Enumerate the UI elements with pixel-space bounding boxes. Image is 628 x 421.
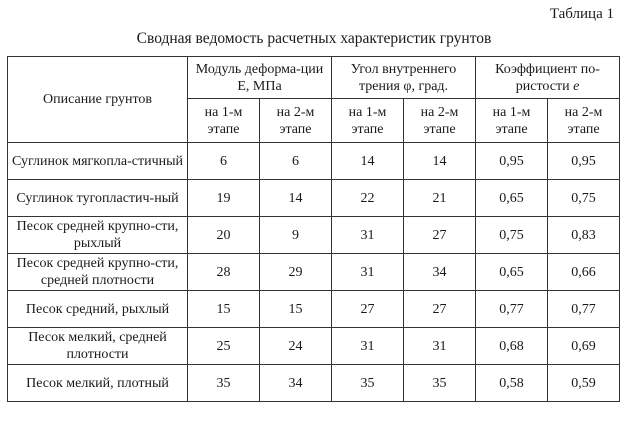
modulus-stage1: 35 xyxy=(188,365,260,402)
modulus-stage2: 24 xyxy=(260,328,332,365)
header-angle-stage2: на 2-м этапе xyxy=(404,99,476,143)
angle-stage1: 35 xyxy=(332,365,404,402)
porosity-stage2: 0,66 xyxy=(548,254,620,291)
porosity-stage2: 0,95 xyxy=(548,143,620,180)
angle-stage2: 27 xyxy=(404,217,476,254)
porosity-stage1: 0,95 xyxy=(476,143,548,180)
modulus-stage1: 25 xyxy=(188,328,260,365)
header-modulus: Модуль деформа-ции Е, МПа xyxy=(188,57,332,99)
soil-description: Песок мелкий, средней плотности xyxy=(8,328,188,365)
header-modulus-stage1: на 1-м этапе xyxy=(188,99,260,143)
angle-stage1: 14 xyxy=(332,143,404,180)
angle-stage2: 27 xyxy=(404,291,476,328)
angle-stage2: 34 xyxy=(404,254,476,291)
table-title: Сводная ведомость расчетных характеристик грунтов xyxy=(136,30,492,47)
soil-description: Песок средней крупно-сти, рыхлый xyxy=(8,217,188,254)
modulus-stage1: 15 xyxy=(188,291,260,328)
angle-stage2: 14 xyxy=(404,143,476,180)
header-porosity-symbol: e xyxy=(573,78,580,94)
soil-characteristics-table xyxy=(7,56,620,402)
modulus-stage2: 29 xyxy=(260,254,332,291)
porosity-stage2: 0,59 xyxy=(548,365,620,402)
header-porosity-stage1: на 1-м этапе xyxy=(476,99,548,143)
table-row xyxy=(8,143,620,180)
porosity-stage2: 0,75 xyxy=(548,180,620,217)
modulus-stage2: 34 xyxy=(260,365,332,402)
angle-stage1: 31 xyxy=(332,254,404,291)
table-row xyxy=(8,217,620,254)
modulus-stage1: 28 xyxy=(188,254,260,291)
header-porosity xyxy=(476,57,620,99)
angle-stage1: 22 xyxy=(332,180,404,217)
porosity-stage1: 0,65 xyxy=(476,254,548,291)
header-porosity-stage2: на 2-м этапе xyxy=(548,99,620,143)
soil-description: Суглинок мягкопла-стичный xyxy=(8,143,188,180)
table-row xyxy=(8,328,620,365)
angle-stage2: 35 xyxy=(404,365,476,402)
table-row xyxy=(8,291,620,328)
porosity-stage1: 0,68 xyxy=(476,328,548,365)
header-angle: Угол внутреннего трения φ, град. xyxy=(332,57,476,99)
header-angle-stage1: на 1-м этапе xyxy=(332,99,404,143)
table-row xyxy=(8,180,620,217)
header-description: Описание грунтов xyxy=(8,57,188,143)
angle-stage2: 21 xyxy=(404,180,476,217)
modulus-stage2: 15 xyxy=(260,291,332,328)
table-row xyxy=(8,254,620,291)
porosity-stage1: 0,65 xyxy=(476,180,548,217)
angle-stage1: 27 xyxy=(332,291,404,328)
porosity-stage2: 0,83 xyxy=(548,217,620,254)
porosity-stage1: 0,77 xyxy=(476,291,548,328)
porosity-stage1: 0,58 xyxy=(476,365,548,402)
angle-stage2: 31 xyxy=(404,328,476,365)
porosity-stage2: 0,77 xyxy=(548,291,620,328)
modulus-stage2: 6 xyxy=(260,143,332,180)
soil-description: Суглинок тугопластич-ный xyxy=(8,180,188,217)
porosity-stage2: 0,69 xyxy=(548,328,620,365)
modulus-stage1: 6 xyxy=(188,143,260,180)
soil-description: Песок средний, рыхлый xyxy=(8,291,188,328)
soil-description: Песок мелкий, плотный xyxy=(8,365,188,402)
header-modulus-stage2: на 2-м этапе xyxy=(260,99,332,143)
header-porosity-label: Коэффициент по-ристости xyxy=(495,61,600,94)
soil-description: Песок средней крупно-сти, средней плотности xyxy=(8,254,188,291)
modulus-stage1: 20 xyxy=(188,217,260,254)
porosity-stage1: 0,75 xyxy=(476,217,548,254)
angle-stage1: 31 xyxy=(332,328,404,365)
modulus-stage1: 19 xyxy=(188,180,260,217)
modulus-stage2: 14 xyxy=(260,180,332,217)
modulus-stage2: 9 xyxy=(260,217,332,254)
angle-stage1: 31 xyxy=(332,217,404,254)
table-row xyxy=(8,365,620,402)
table-caption: Таблица 1 xyxy=(549,6,614,22)
